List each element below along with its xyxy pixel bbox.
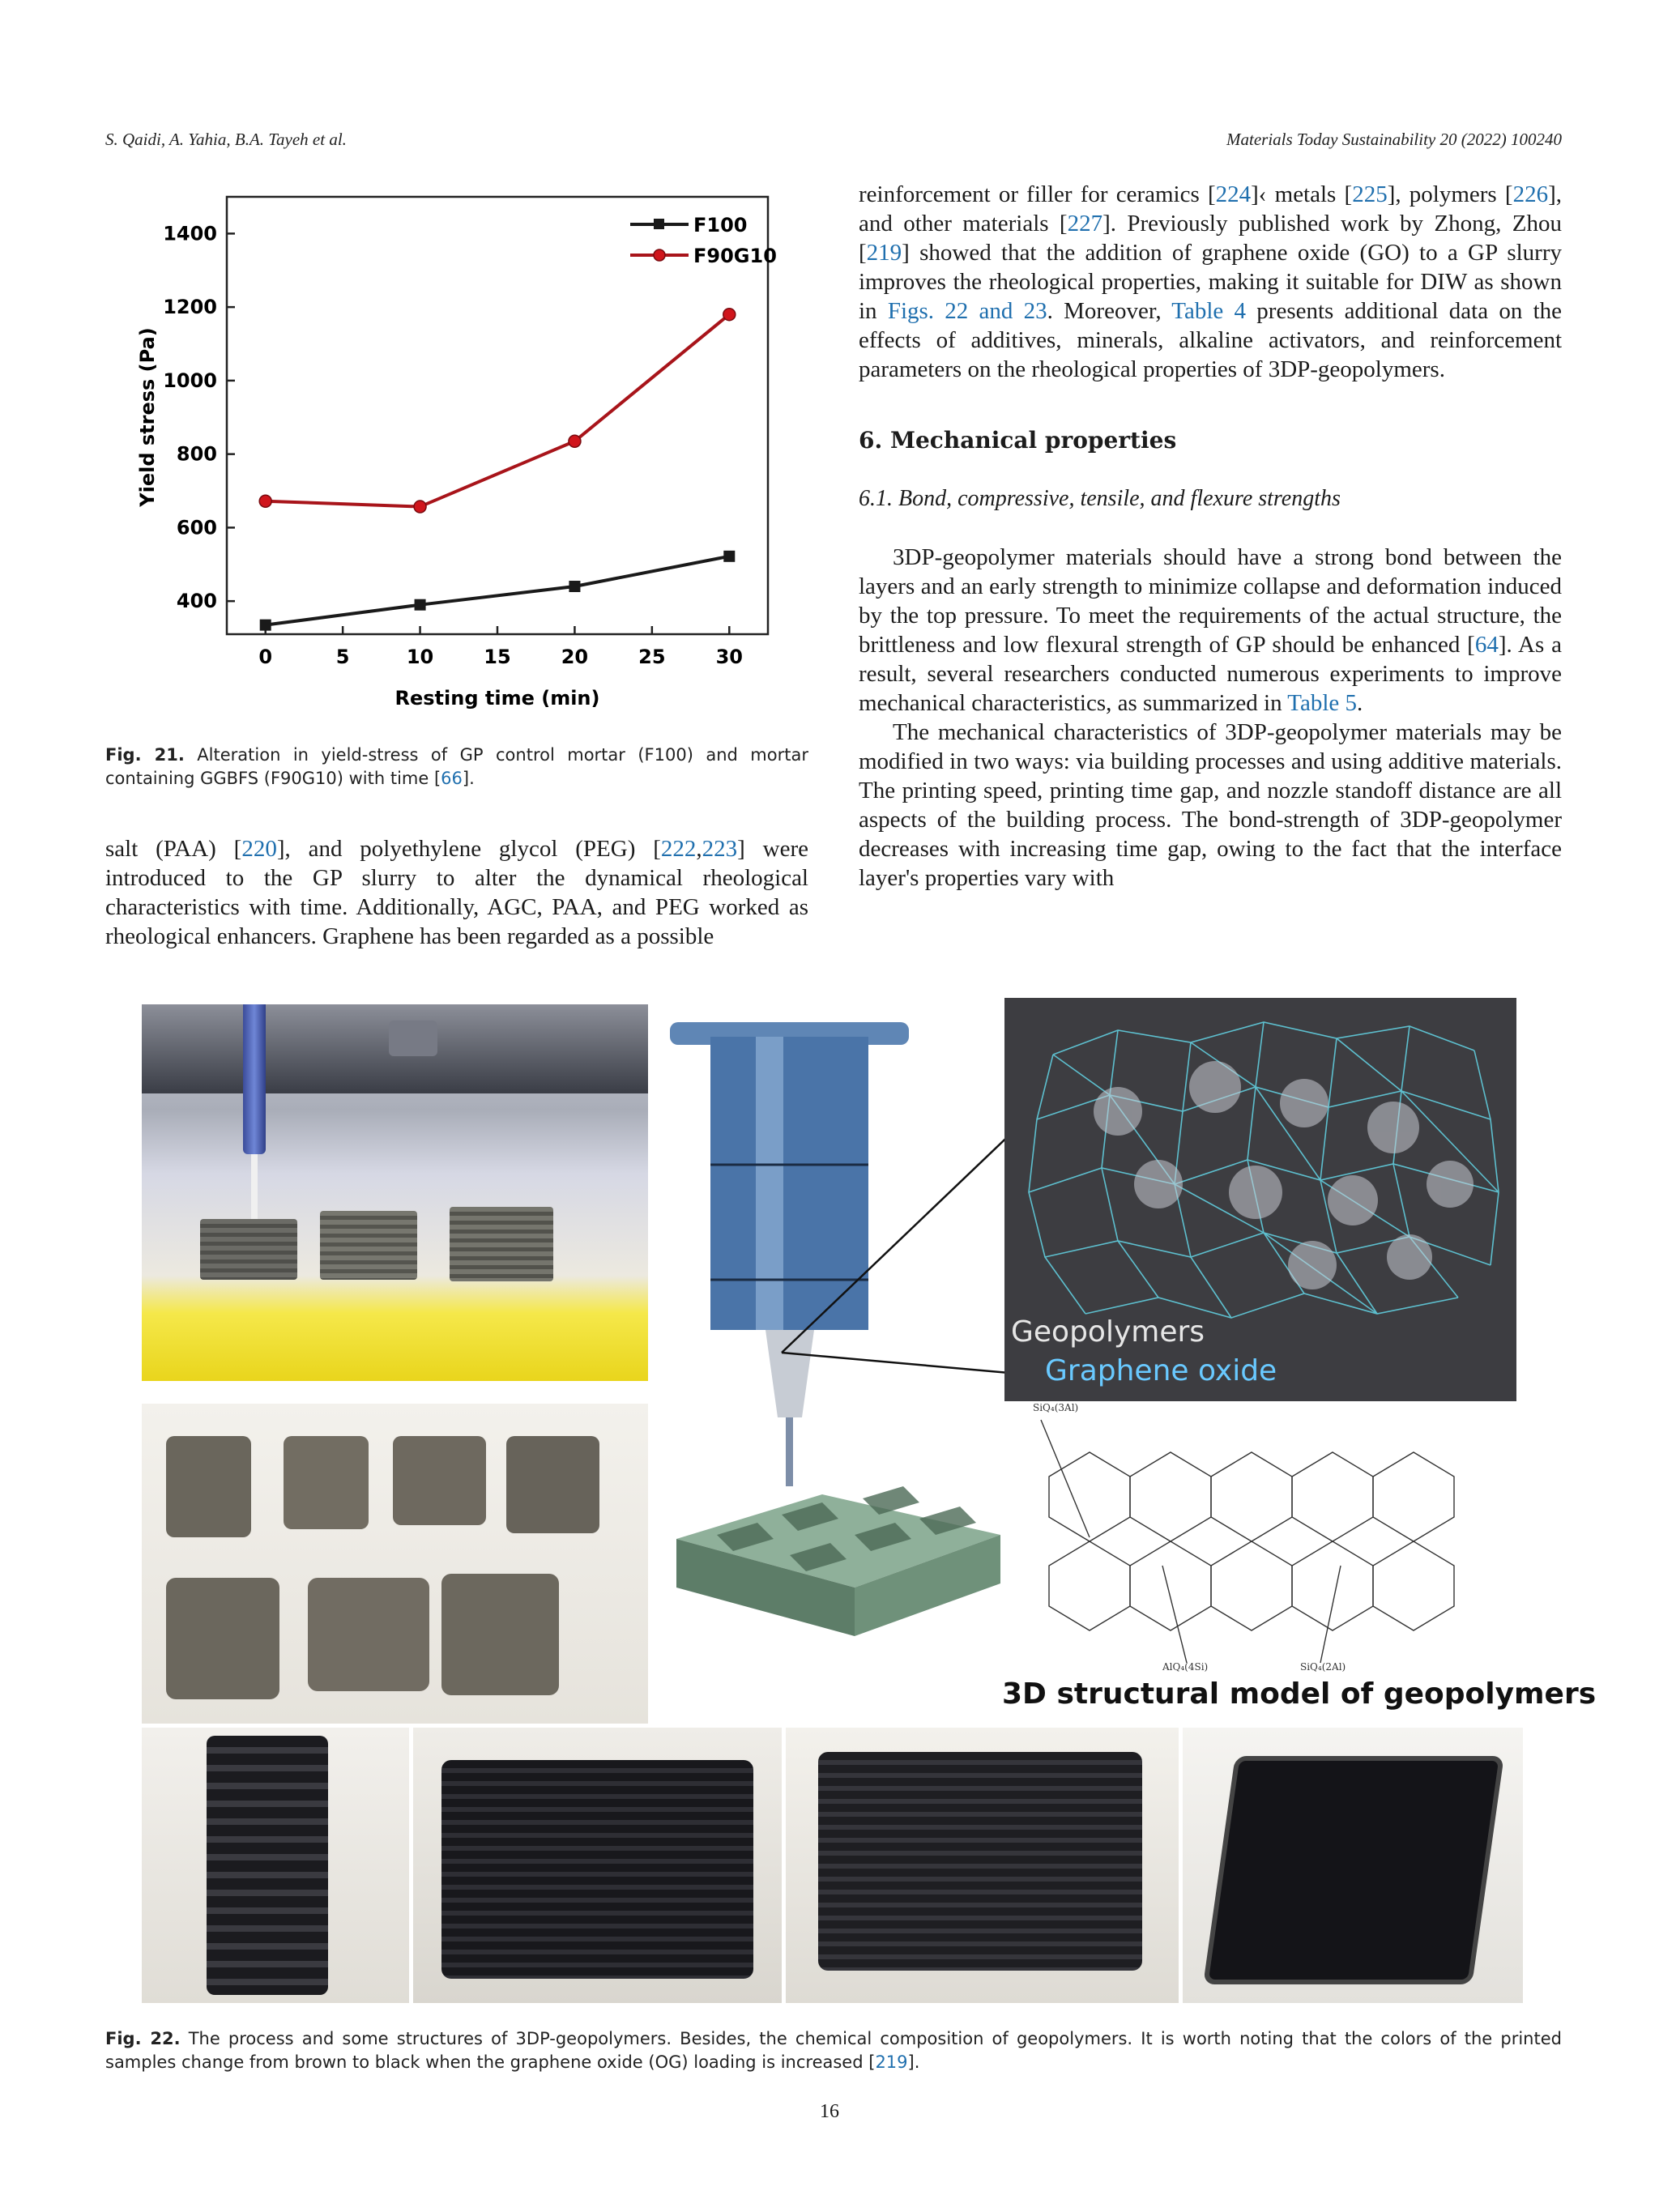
label-graphene-oxide: Graphene oxide — [1045, 1354, 1277, 1387]
fig21-end: ]. — [462, 769, 475, 788]
figs-22-23-link[interactable]: Figs. 22 and 23 — [887, 298, 1047, 324]
lattice-cube — [166, 1578, 279, 1699]
pointer-line — [1041, 1420, 1090, 1537]
mesh-strand — [1029, 1055, 1085, 1314]
right-paragraph-1 — [859, 180, 1562, 384]
legend-marker-f100 — [654, 219, 664, 229]
printed-sample-3 — [450, 1207, 553, 1281]
label-3d-structural-model: 3D structural model of geopolymers — [1002, 1677, 1597, 1711]
lattice-cube — [166, 1436, 251, 1537]
ref-link-220[interactable]: 220 — [241, 836, 277, 862]
text-run: presents additional data on the effects of additives, minerals, alkaline activators, and reinforcement parameters on the rheological properties of 3DP-geopolymers. — [859, 298, 1563, 382]
lattice-cube — [284, 1436, 369, 1529]
extruded-filament — [251, 1154, 258, 1227]
text-run: ], and other materials [ — [859, 181, 1562, 237]
printed-slab — [441, 1760, 753, 1979]
geopolymer-sphere — [1328, 1175, 1378, 1225]
printed-sample-2 — [320, 1211, 417, 1280]
fig21-label: Fig. 21. — [105, 745, 185, 765]
ring — [1211, 1452, 1292, 1541]
ring — [1373, 1541, 1454, 1630]
pointer-line — [1162, 1566, 1187, 1663]
x-tick-label: 5 — [335, 646, 350, 668]
x-tick-label: 30 — [715, 646, 743, 668]
x-axis-label: Resting time (min) — [394, 687, 600, 710]
label-geopolymers: Geopolymers — [1011, 1315, 1205, 1349]
table-4-link[interactable]: Table 4 — [1171, 298, 1247, 324]
x-tick-label: 20 — [561, 646, 589, 668]
geopolymer-sphere — [1387, 1234, 1432, 1280]
fig21-text: Alteration in yield-stress of GP control mortar (F100) and mortar containing GGBFS (F90G10) with time [ — [105, 745, 808, 788]
legend-label-f90g10: F90G10 — [693, 245, 777, 267]
text-run: ]. Previously published work by Zhong, Zhou [ — [859, 211, 1562, 266]
lattice-cube — [393, 1436, 486, 1525]
photo-tower-sample — [142, 1728, 409, 2003]
ref-link-225[interactable]: 225 — [1352, 181, 1388, 207]
subsection-6-1-heading: 6.1. Bond, compressive, tensile, and flexure strengths — [859, 486, 1341, 511]
x-axis-ticks — [258, 626, 743, 668]
printed-tower — [207, 1736, 328, 1995]
y-tick-label: 1400 — [163, 222, 217, 245]
data-point-f90g10 — [259, 495, 271, 507]
right-paragraph-2 — [859, 543, 1562, 718]
x-tick-label: 15 — [484, 646, 511, 668]
legend-marker-f90g10 — [654, 249, 665, 261]
right-column — [859, 180, 1562, 893]
printed-slab — [818, 1752, 1142, 1971]
printed-grid — [1203, 1756, 1504, 1984]
fig22-ref-link[interactable]: 219 — [875, 2052, 908, 2072]
right-paragraph-3: The mechanical characteristics of 3DP-geopolymer materials may be modified in two ways: via building processes and using additive materials. The printing speed, printing time gap, and nozzle standoff distance are all aspects of the building process. The bond-strength of 3DP-geopolymer decreases with increasing time gap, owing to the fact that the interface layer's properties vary with — [859, 719, 1562, 891]
fig22-label: Fig. 22. — [105, 2029, 181, 2048]
printer-nozzle-photo — [142, 1004, 648, 1381]
printer-bracket — [389, 1021, 437, 1056]
text-run: salt (PAA) [ — [105, 836, 242, 862]
ref-link-222[interactable]: 222 — [660, 836, 697, 862]
table-5-link[interactable]: Table 5 — [1287, 690, 1358, 716]
running-head-journal: Materials Today Sustainability 20 (2022) 100240 — [1226, 130, 1562, 149]
y-tick-label: 600 — [176, 516, 217, 539]
ring — [1292, 1541, 1373, 1630]
y-axis-label: Yield stress (Pa) — [136, 327, 159, 507]
printed-sample-1 — [200, 1219, 297, 1280]
fig21-caption — [105, 744, 808, 791]
photo-grid-sample — [1183, 1728, 1523, 2003]
data-point-f90g10 — [414, 501, 426, 513]
fig22-text: The process and some structures of 3DP-geopolymers. Besides, the chemical composition of geopolymers. It is worth noting that the colors of the printed samples change from brown to black when the graphene oxide (OG) loading is increased [ — [105, 2029, 1562, 2072]
geopolymer-sphere — [1280, 1079, 1328, 1127]
chart-series — [259, 309, 736, 631]
text-run: ] showed that the addition of graphene oxide (GO) to a GP slurry improves the rheological properties, making it suitable for DIW as shown in — [859, 240, 1562, 324]
ref-link-226[interactable]: 226 — [1512, 181, 1549, 207]
geopolymer-sphere — [1189, 1061, 1241, 1113]
ref-link-219[interactable]: 219 — [866, 240, 902, 266]
ref-link-227[interactable]: 227 — [1067, 211, 1103, 237]
ring — [1049, 1452, 1130, 1541]
y-tick-label: 1200 — [163, 296, 217, 319]
text-run: ]. As a result, several researchers conducted numerous experiments to improve mechanical characteristics, as summarized in — [859, 632, 1562, 716]
photo-black-slab-1 — [413, 1728, 782, 2003]
text-run: ], and polyethylene glycol (PEG) [ — [276, 836, 661, 862]
nozzle-highlight — [756, 1037, 783, 1330]
y-tick-label: 800 — [176, 442, 217, 466]
geopolymer-sphere — [1134, 1160, 1183, 1208]
ring — [1211, 1541, 1292, 1630]
fig21-ref-link[interactable]: 66 — [441, 769, 463, 788]
label-siq4-2al: SiQ₄(2Al) — [1300, 1661, 1346, 1673]
text-run: ] were introduced to the GP slurry to alter the dynamical rheological characteristics with time. Additionally, AGC, PAA, and PEG worked as rheological enhancers. Graphene has been regarded as a possible — [105, 836, 808, 949]
label-alq4-4si: AlQ₄(4Si) — [1162, 1661, 1209, 1673]
ref-link-64[interactable]: 64 — [1474, 632, 1499, 658]
text-run: . — [1357, 690, 1363, 716]
legend-label-f100: F100 — [693, 214, 748, 237]
text-run: 3DP-geopolymer materials should have a strong bond between the layers and an early strength to minimize collapse and deformation induced by the top pressure. To meet the requirements of the actual structure, the brittleness and low flexural strength of GP should be enhanced [ — [859, 544, 1562, 658]
nozzle-tip — [766, 1330, 814, 1417]
ring — [1130, 1452, 1211, 1541]
fig22-end: ]. — [907, 2052, 920, 2072]
ref-link-224[interactable]: 224 — [1215, 181, 1252, 207]
lattice-cube — [441, 1574, 559, 1695]
chemical-structure-drawing — [1000, 1404, 1523, 1671]
series-line-f100 — [266, 556, 730, 625]
label-siq4-3al: SiQ₄(3Al) — [1033, 1402, 1079, 1413]
geopolymer-go-network — [1004, 998, 1516, 1401]
data-point-f100 — [415, 599, 426, 611]
ring — [1130, 1541, 1211, 1630]
geopolymer-sphere — [1367, 1102, 1419, 1153]
data-point-f100 — [569, 581, 580, 592]
series-line-f90g10 — [266, 314, 730, 506]
section-6-heading: 6. Mechanical properties — [859, 427, 1177, 454]
pointer-line — [1320, 1566, 1341, 1663]
printed-lattice-samples — [142, 1404, 648, 1724]
nozzle-needle — [786, 1417, 793, 1486]
plot-frame — [227, 197, 768, 634]
mesh-strand — [1085, 1294, 1458, 1318]
geopolymer-sphere — [1229, 1166, 1282, 1219]
text-run: , — [696, 836, 702, 862]
syringe — [243, 1004, 266, 1154]
text-run: reinforcement or filler for ceramics [ — [859, 181, 1216, 207]
photo-black-slab-2 — [786, 1728, 1179, 2003]
lattice-cube — [308, 1578, 429, 1691]
data-point-f100 — [260, 620, 271, 631]
mesh-strand — [1337, 1038, 1499, 1192]
ring — [1049, 1541, 1130, 1630]
y-tick-label: 1000 — [163, 369, 217, 392]
x-tick-label: 25 — [638, 646, 666, 668]
figure-22 — [142, 995, 1597, 2003]
x-tick-label: 0 — [258, 646, 273, 668]
ring — [1292, 1452, 1373, 1541]
geopolymer-sphere — [1288, 1241, 1337, 1289]
text-run: ], polymers [ — [1387, 181, 1513, 207]
geopolymer-sphere — [1094, 1087, 1142, 1136]
page-number: 16 — [820, 2101, 839, 2122]
bond-network — [1041, 1420, 1454, 1663]
mesh-strand — [1474, 1051, 1499, 1265]
text-run: . Moreover, — [1047, 298, 1172, 324]
nozzle-barrel — [710, 1037, 868, 1330]
running-head-authors: S. Qaidi, A. Yahia, B.A. Tayeh et al. — [105, 130, 347, 149]
yield-stress-chart — [130, 182, 826, 725]
ring — [1373, 1452, 1454, 1541]
chemical-structure-diagram — [1000, 1402, 1597, 1715]
data-point-f100 — [723, 551, 735, 562]
lattice-cube — [506, 1436, 599, 1533]
x-tick-label: 10 — [406, 646, 434, 668]
left-column-paragraph — [105, 834, 808, 951]
y-axis-ticks — [163, 222, 235, 612]
data-point-f90g10 — [723, 309, 736, 321]
text-run: ]‹ metals [ — [1251, 181, 1353, 207]
data-point-f90g10 — [569, 435, 581, 447]
fig22-caption — [105, 2027, 1562, 2074]
chart-legend — [630, 214, 777, 267]
ref-link-223[interactable]: 223 — [702, 836, 738, 862]
geopolymer-sphere — [1427, 1161, 1473, 1208]
y-tick-label: 400 — [176, 590, 217, 613]
